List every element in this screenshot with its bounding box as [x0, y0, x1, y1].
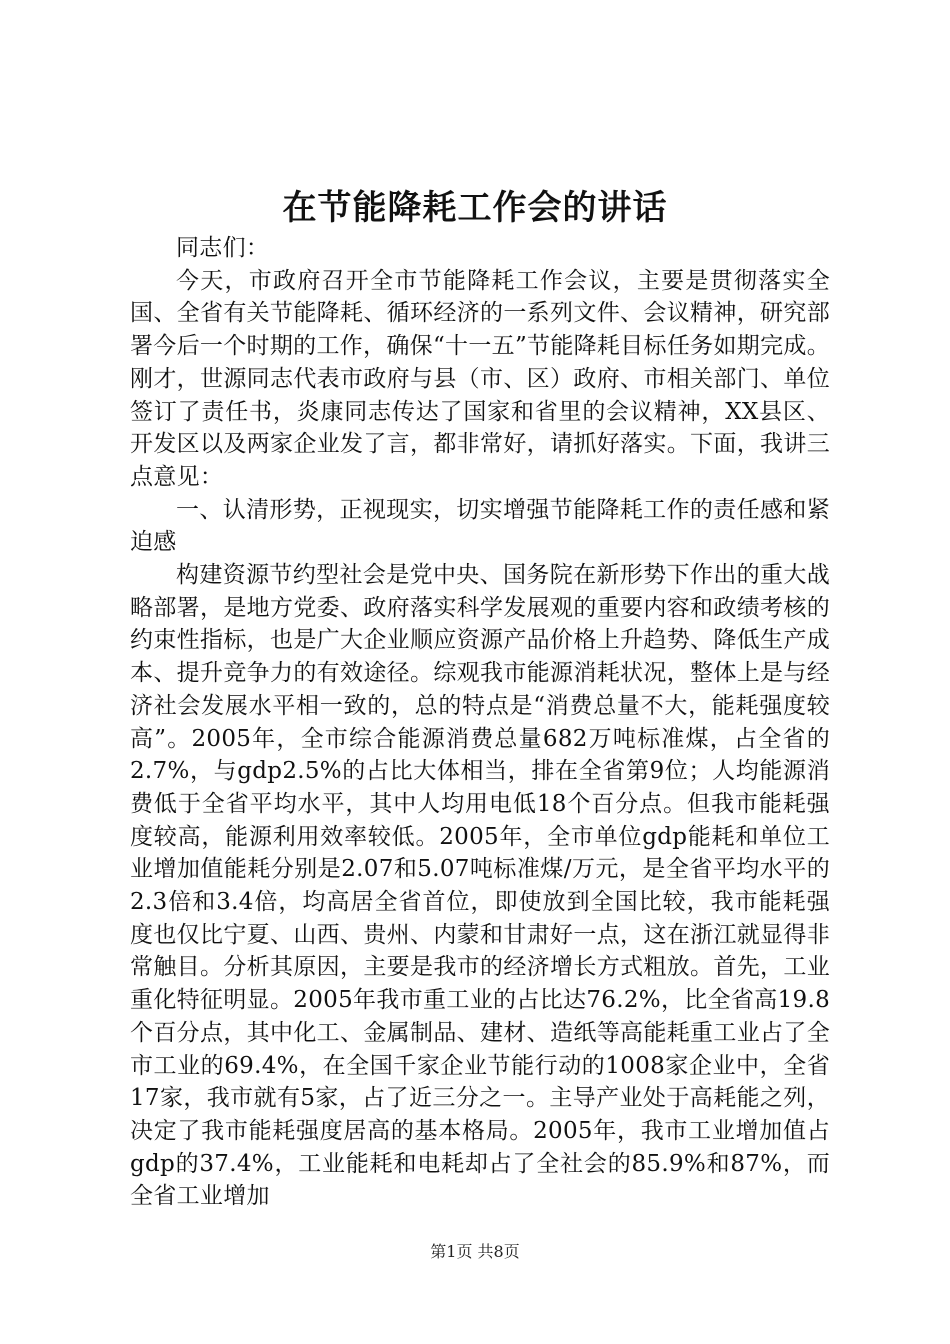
intro-paragraph: 今天，市政府召开全市节能降耗工作会议，主要是贯彻落实全国、全省有关节能降耗、循环经济的一系列文件、会议精神，研究部署今后一个时期的工作，确保“十一五”节能降耗目标任务如期完成。刚才，世源同志代表市政府与县（市、区）政府、市相关部门、单位签订了责任书，炎康同志传达了国家和省里的会议精神，XX县区、开发区以及两家企业发了言，都非常好，请抓好落实。下面，我讲三点意见： — [130, 267, 830, 490]
document-body — [130, 232, 830, 1213]
salutation-paragraph: 同志们： — [176, 235, 270, 261]
page-number-footer: 第1页 共8页 — [430, 1242, 520, 1261]
document-title: 在节能降耗工作会的讲话 — [282, 188, 668, 228]
body-paragraph: 构建资源节约型社会是党中央、国务院在新形势下作出的重大战略部署，是地方党委、政府落实科学发展观的重要内容和政绩考核的约束性指标，也是广大企业顺应资源产品价格上升趋势、降低生产成本、提升竞争力的有效途径。综观我市能源消耗状况，整体上是与经济社会发展水平相一致的，总的特点是“消费总量不大，能耗强度较高”。2005年，全市综合能源消费总量682万吨标准煤，占全省的2.7%，与gdp2.5%的占比大体相当，排在全省第9位；人均能源消费低于全省平均水平，其中人均用电低18个百分点。但我市能耗强度较高，能源利用效率较低。2005年，全市单位gdp能耗和单位工业增加值能耗分别是2.07和5.07吨标准煤/万元，是全省平均水平的2.3倍和3.4倍，均高居全省首位，即使放到全国比较，我市能耗强度也仅比宁夏、山西、贵州、内蒙和甘肃好一点，这在浙江就显得非常触目。分析其原因，主要是我市的经济增长方式粗放。首先，工业重化特征明显。2005年我市重工业的占比达76.2%，比全省高19.8个百分点，其中化工、金属制品、建材、造纸等高能耗重工业占了全市工业的69.4%，在全国千家企业节能行动的1008家企业中，全省17家，我市就有5家，占了近三分之一。主导产业处于高耗能之列，决定了我市能耗强度居高的基本格局。2005年，我市工业增加值占gdp的37.4%，工业能耗和电耗却占了全社会的85.9%和87%，而全省工业增加 — [130, 562, 830, 1210]
section-heading-1: 一、认清形势，正视现实，切实增强节能降耗工作的责任感和紧迫感 — [130, 496, 830, 556]
